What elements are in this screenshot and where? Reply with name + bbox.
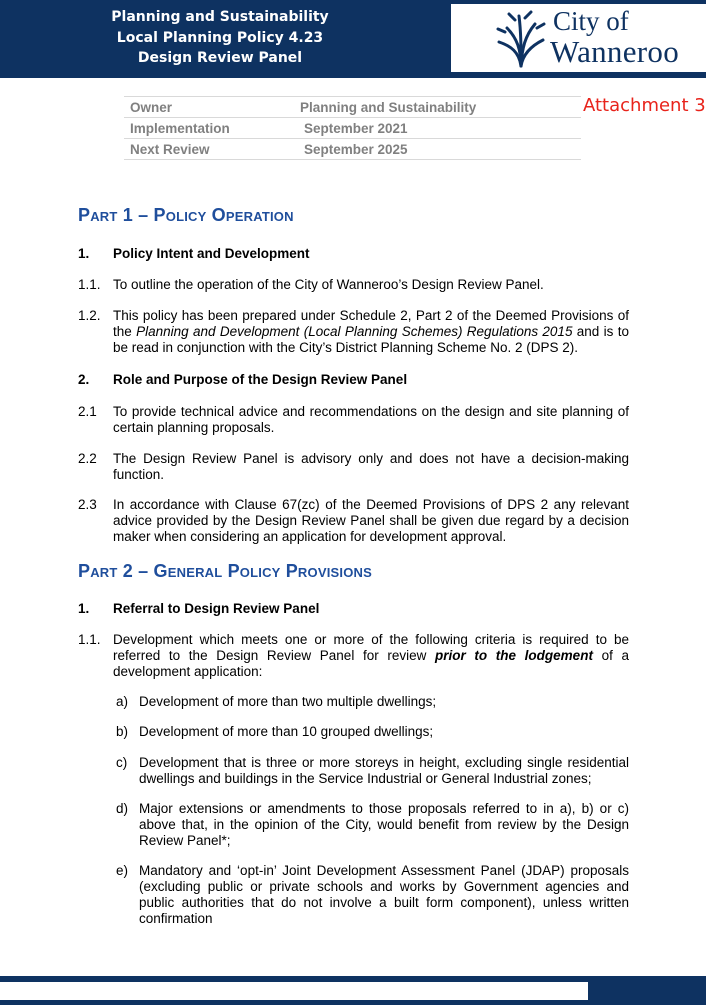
- part-1-heading: Part 1 – Policy Operation: [78, 205, 294, 225]
- section-heading: 2. Role and Purpose of the Design Review Panel: [78, 372, 408, 387]
- clause-1-1: 1.1. To outline the operation of the City of Wanneroo’s Design Review Panel.: [78, 277, 544, 292]
- document-title: [100, 7, 340, 69]
- meta-value: Planning and Sustainability: [300, 97, 581, 118]
- list-item: b) Development of more than 10 grouped dwellings;: [116, 724, 434, 739]
- meta-label: Owner: [124, 97, 300, 118]
- meta-value: September 2025: [300, 139, 581, 160]
- clause-2-3: 2.3 In accordance with Clause 67(zc) of the Deemed Provisions of DPS 2 any relevant advice provided by the Design Review Panel shall be given due regard by a decision maker when considering an application for development approval.: [78, 497, 629, 544]
- attachment-label: Attachment 3: [583, 95, 706, 116]
- list-item: a) Development of more than two multiple dwellings;: [116, 694, 437, 709]
- plant-logo-icon: [495, 10, 547, 68]
- footer-strip: [0, 982, 588, 1000]
- list-item: d) Major extensions or amendments to those proposals referred to in a), b) or c) above that, in the opinion of the City, would benefit from review by the Design Review Panel*;: [116, 801, 629, 848]
- title-line-2: Local Planning Policy 4.23: [116, 29, 324, 46]
- section-heading: 1. Referral to Design Review Panel: [78, 601, 320, 616]
- document-meta-table: [124, 96, 581, 160]
- clause-1-2: 1.2. This policy has been prepared under Schedule 2, Part 2 of the Deemed Provisions of the Planning and Development (Local Planning Schemes) Regulations 2015 and is to be read in conjunction with the City’s District Planning Scheme No. 2 (DPS 2).: [78, 308, 629, 355]
- meta-label: Next Review: [124, 139, 300, 160]
- clause-2-2: 2.2 The Design Review Panel is advisory only and does not have a decision-making function.: [78, 451, 629, 482]
- part-2-heading: Part 2 – General Policy Provisions: [78, 561, 372, 581]
- section-heading: 1. Policy Intent and Development: [78, 246, 310, 261]
- logo-city-text: City of: [553, 6, 629, 36]
- meta-value: September 2021: [300, 118, 581, 139]
- title-line-3: Design Review Panel: [137, 50, 303, 66]
- city-logo: [451, 4, 706, 72]
- list-item: c) Development that is three or more storeys in height, excluding single residential dwellings and buildings in the Service Industrial or General Industrial zones;: [116, 755, 629, 786]
- meta-row-next-review: [124, 139, 581, 160]
- meta-label: Implementation: [124, 118, 300, 139]
- header-banner: [0, 0, 706, 78]
- title-line-1: Planning and Sustainability: [111, 9, 329, 25]
- clause-2-1: 2.1 To provide technical advice and recommendations on the design and site planning of certain planning proposals.: [78, 404, 629, 435]
- meta-row-implementation: [124, 118, 581, 139]
- meta-row-owner: [124, 97, 581, 118]
- logo-wanneroo-text: Wanneroo: [550, 34, 680, 69]
- list-item: e) Mandatory and ‘opt-in’ Joint Development Assessment Panel (JDAP) proposals (excluding public or private schools and works by Government agencies and public authorities that do not involve a built form component), unless written confirmation: [116, 863, 629, 926]
- clause-1-1: 1.1. Development which meets one or more of the following criteria is required to be referred to the Design Review Panel for review prior to the lodgement of a development application:: [78, 632, 629, 679]
